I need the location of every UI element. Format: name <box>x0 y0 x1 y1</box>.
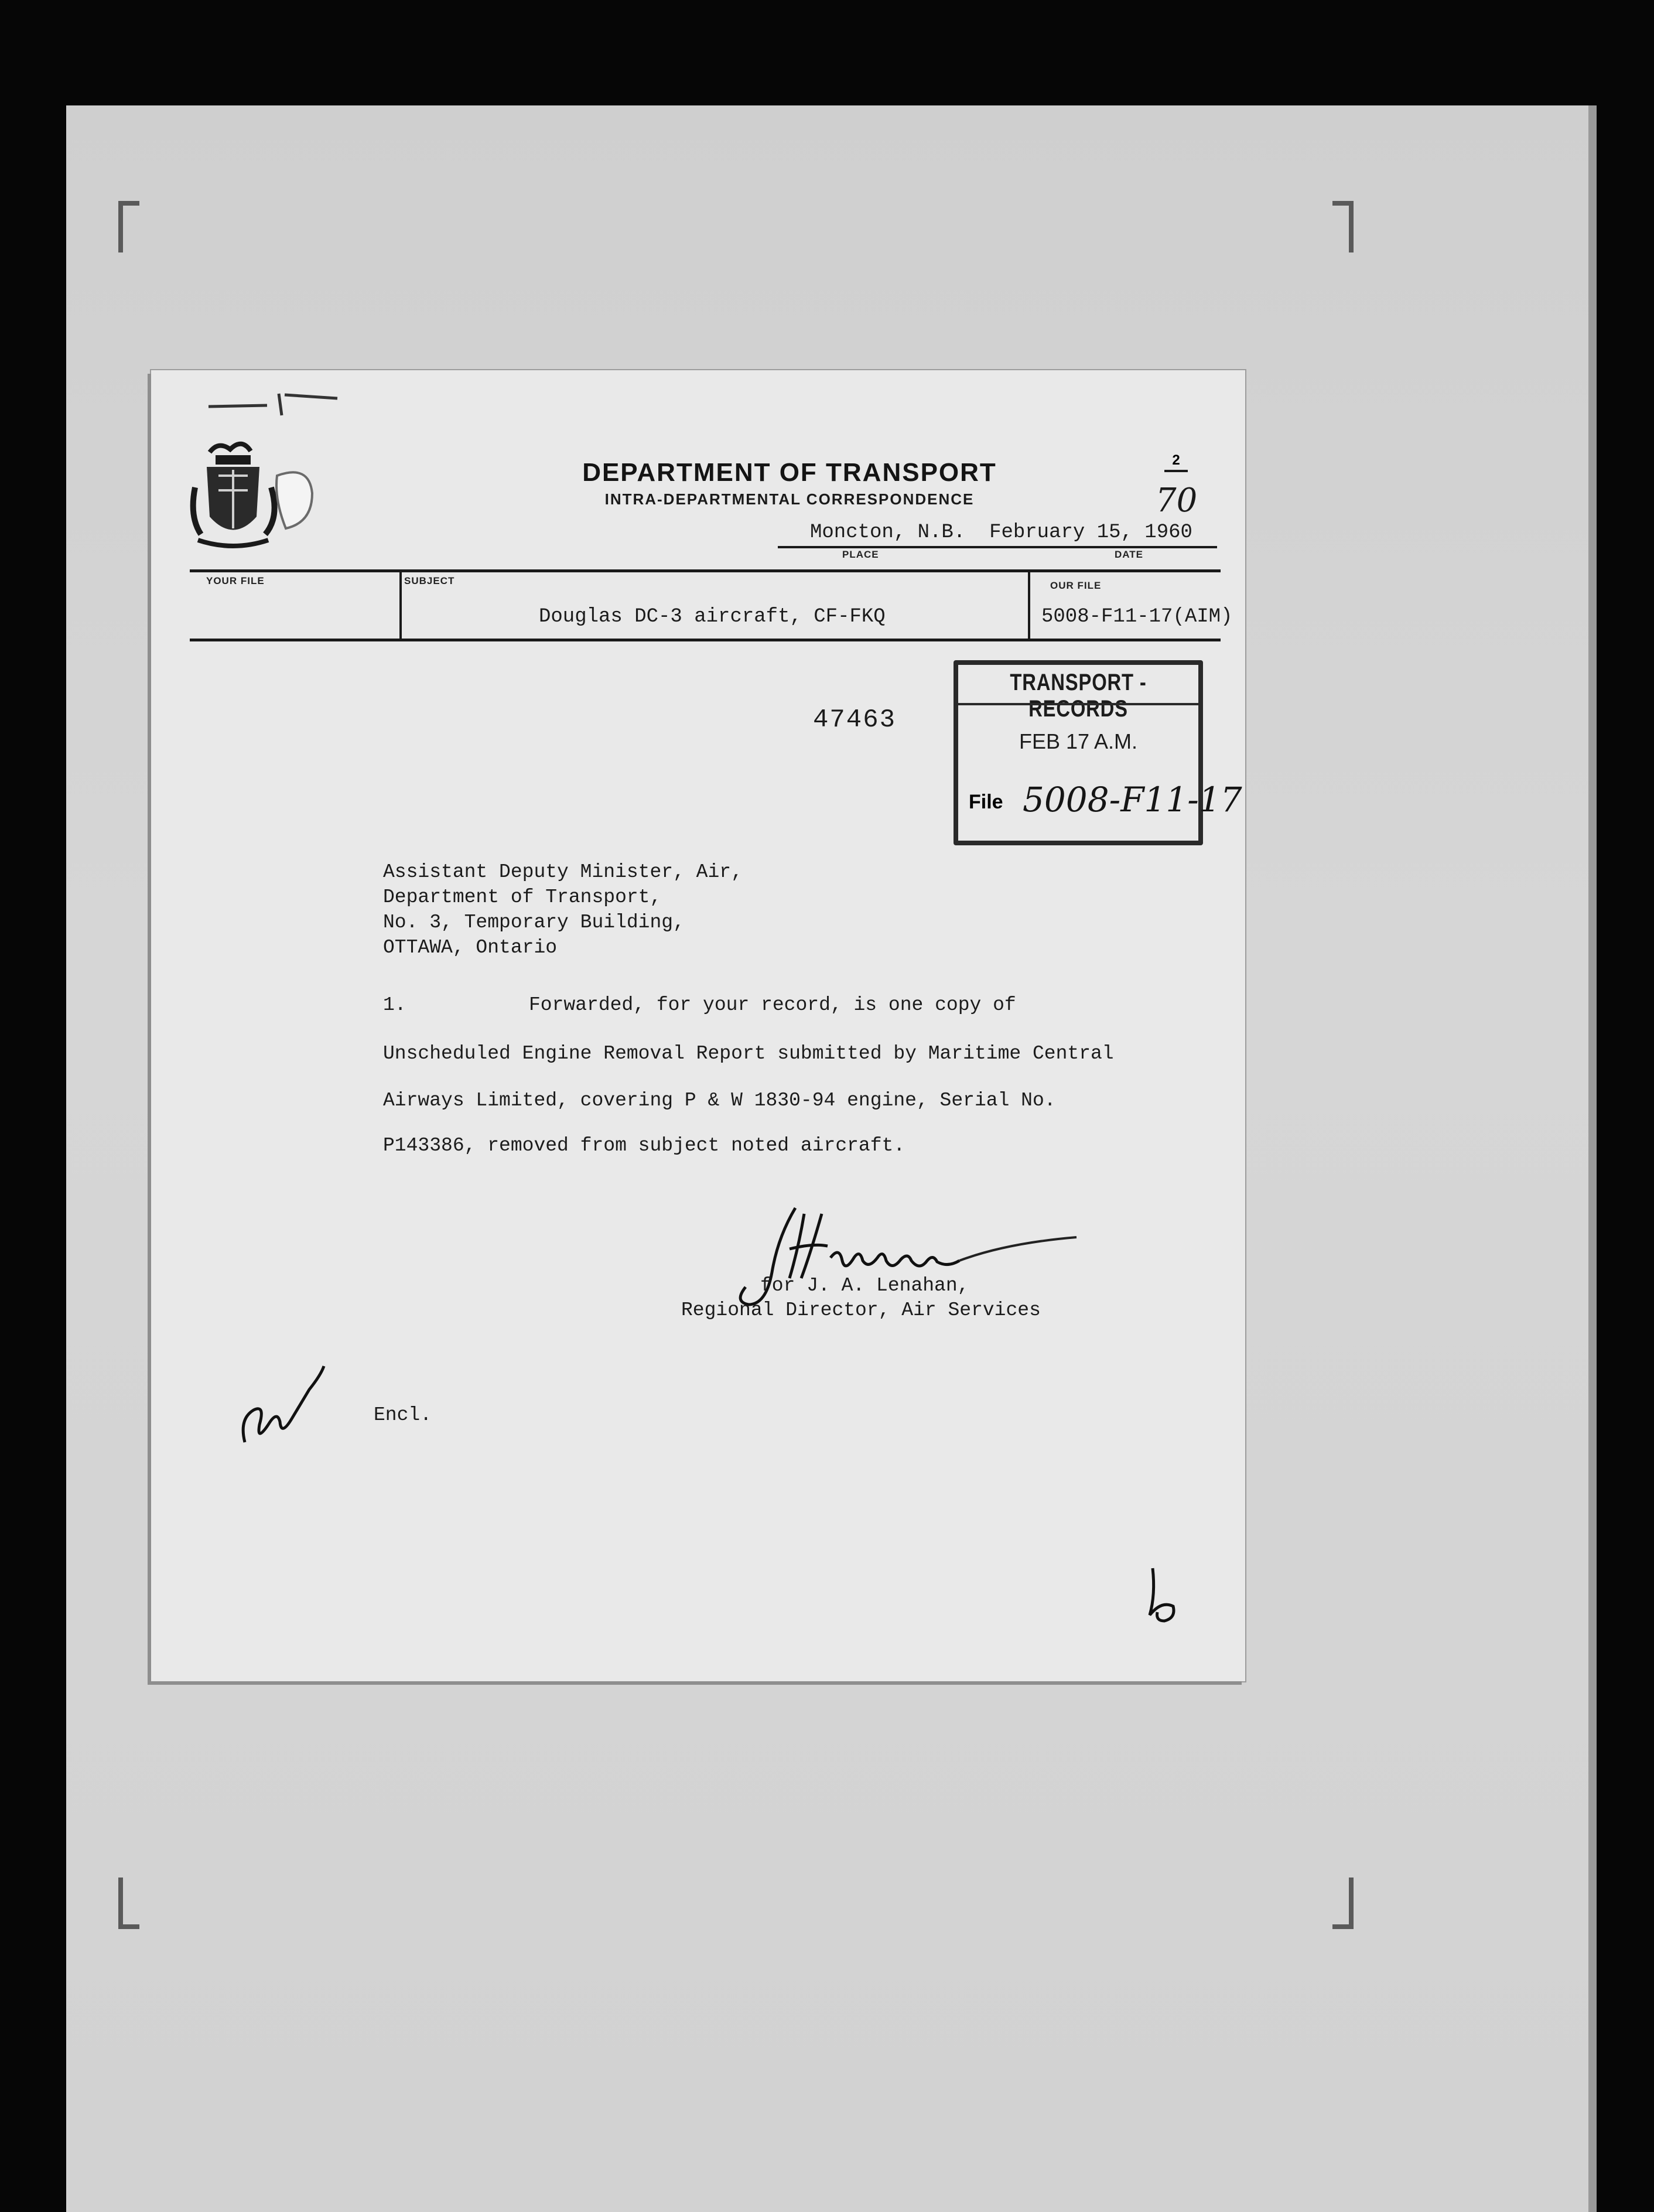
header-divider-2 <box>1028 571 1030 640</box>
body-line: Airways Limited, covering P & W 1830-94 engine, Serial No. <box>383 1090 1056 1111</box>
date-label: DATE <box>1115 549 1144 560</box>
page-number: 2 <box>1164 452 1188 472</box>
stamp-date: FEB 17 A.M. <box>1019 729 1138 753</box>
our-file-label: OUR FILE <box>1050 580 1102 591</box>
date-value: February 15, 1960 <box>989 521 1192 544</box>
header-top-rule <box>190 569 1221 572</box>
addressee-line: Assistant Deputy Minister, Air, <box>383 861 743 883</box>
subject-value: Douglas DC-3 aircraft, CF-FKQ <box>539 606 886 628</box>
stamp-file-value: 5008-F11-17 <box>1023 780 1242 820</box>
our-file-value: 5008-F11-17(AIM) <box>1041 606 1233 628</box>
subject-label: SUBJECT <box>404 575 455 586</box>
your-file-label: YOUR FILE <box>206 575 265 586</box>
addressee-line: OTTAWA, Ontario <box>383 937 558 958</box>
handwritten-mark <box>1141 1565 1188 1630</box>
crop-mark-bottom-right <box>1332 1878 1354 1929</box>
enclosure-note: Encl. <box>374 1404 432 1426</box>
pencil-mark <box>197 383 349 418</box>
header-divider-1 <box>399 571 402 640</box>
signature-title-line: Regional Director, Air Services <box>681 1299 1041 1321</box>
stamp-divider <box>958 703 1198 705</box>
paragraph-number: 1. <box>383 994 406 1016</box>
place-value: Moncton, N.B. <box>810 521 966 544</box>
crop-mark-bottom-left <box>118 1878 139 1929</box>
body-line: Unscheduled Engine Removal Report submitted by Maritime Central <box>383 1043 1114 1064</box>
addressee-line: Department of Transport, <box>383 886 662 908</box>
header-bottom-rule <box>190 639 1221 641</box>
place-label: PLACE <box>842 549 879 560</box>
stamp-file-label: File <box>969 791 1003 813</box>
handwritten-number: 70 <box>1156 482 1198 520</box>
place-date-underline <box>778 546 1217 548</box>
body-line: P143386, removed from subject noted aircraft. <box>383 1135 905 1156</box>
addressee-block <box>383 859 743 960</box>
correspondence-subtitle: INTRA-DEPARTMENTAL CORRESPONDENCE <box>604 490 975 508</box>
records-stamp <box>954 660 1242 845</box>
coat-of-arms-icon <box>186 429 321 558</box>
department-title: DEPARTMENT OF TRANSPORT <box>582 458 997 487</box>
stamp-title: TRANSPORT - RECORDS <box>1010 670 1147 722</box>
signature-for-line: for J. A. Lenahan, <box>760 1275 969 1296</box>
handwritten-initials <box>233 1354 327 1460</box>
crop-mark-top-left <box>118 201 139 252</box>
place-date-line <box>810 521 1192 544</box>
file-number: 47463 <box>813 705 897 735</box>
addressee-line: No. 3, Temporary Building, <box>383 912 685 933</box>
memo-sheet <box>151 370 1245 1681</box>
body-line: Forwarded, for your record, is one copy of <box>529 994 1016 1016</box>
signature-block <box>681 1274 1041 1323</box>
crop-mark-top-right <box>1332 201 1354 252</box>
